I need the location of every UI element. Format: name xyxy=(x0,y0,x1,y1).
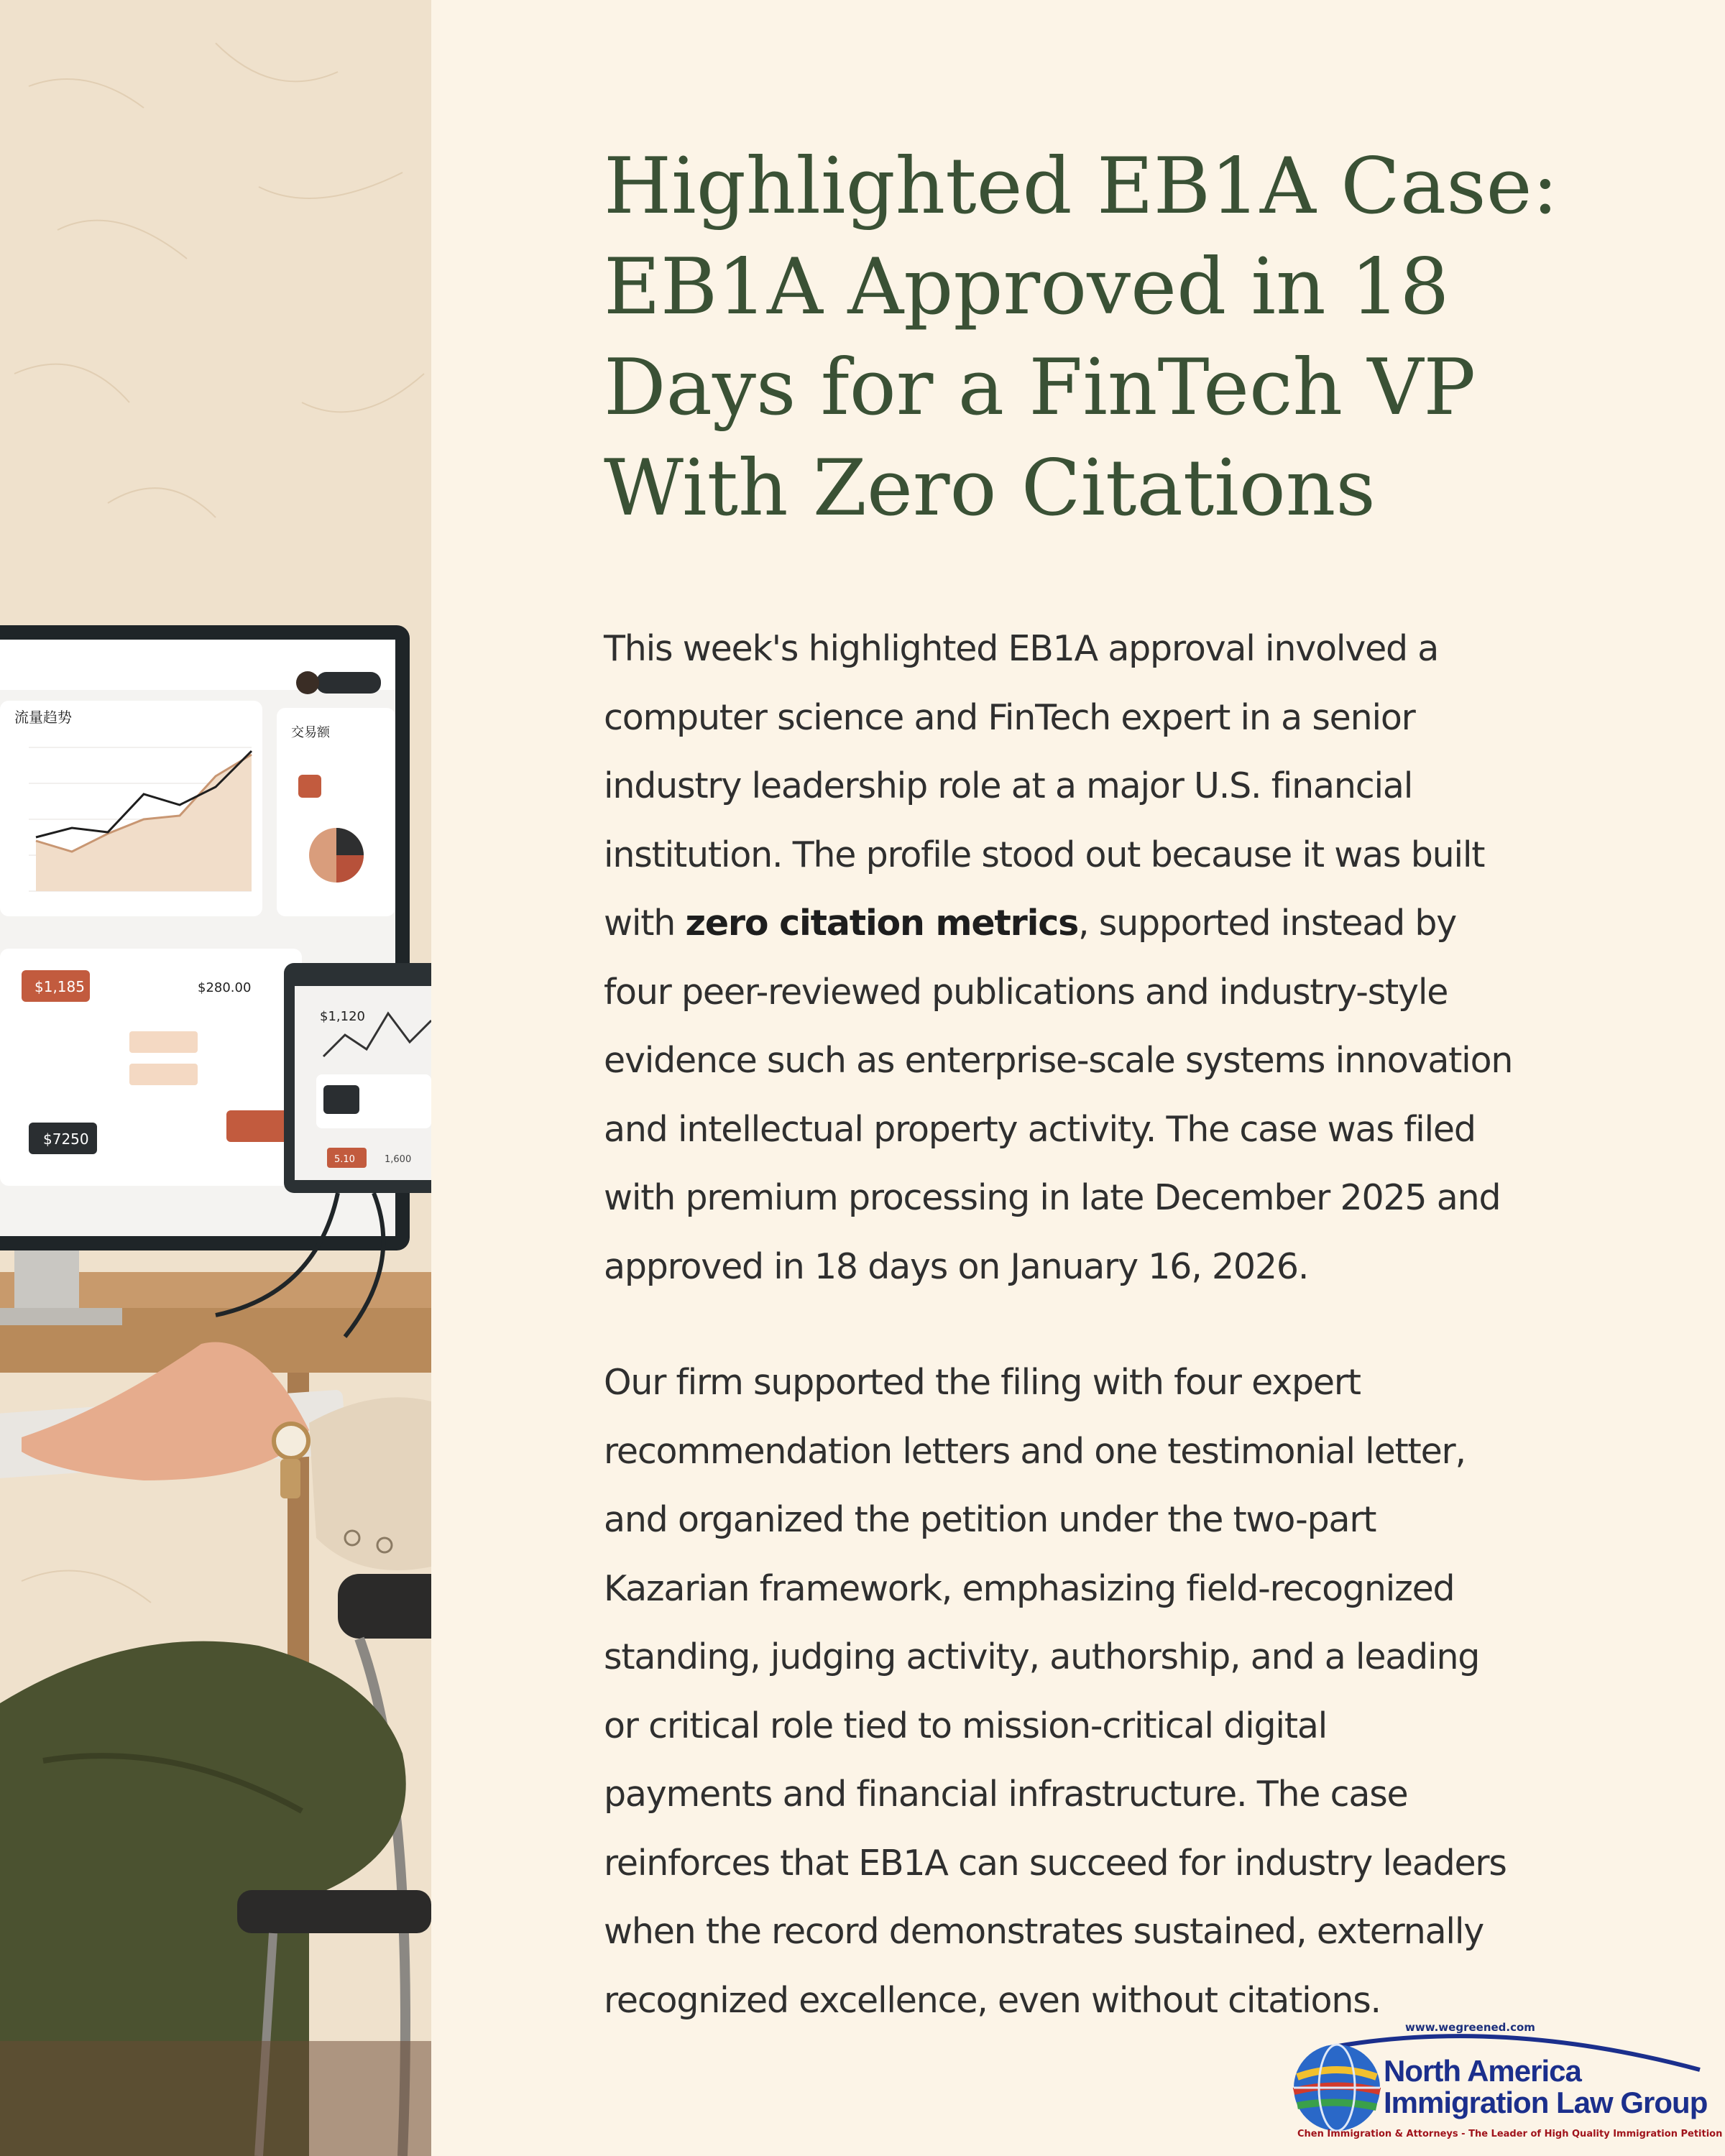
page-title xyxy=(604,137,1581,539)
tablet-icon xyxy=(323,1085,359,1114)
paragraph-line: computer science and FinTech expert in a senior xyxy=(604,696,1415,738)
tablet-button-label-2: 1,600 xyxy=(385,1154,412,1165)
side-card-badge xyxy=(298,775,321,798)
paragraph-line: Kazarian framework, emphasizing field-recognized xyxy=(604,1567,1455,1609)
paragraph-line: recognized excellence, even without citations. xyxy=(604,1979,1381,2021)
watch-icon xyxy=(274,1424,308,1458)
paragraph-line: or critical role tied to mission-critical digital xyxy=(604,1705,1328,1746)
paragraph-line: recommendation letters and one testimonial letter, xyxy=(604,1430,1466,1472)
logo-tagline: Chen Immigration & Attorneys - The Leader of High Quality Immigration Petition xyxy=(1297,2129,1723,2139)
paragraph-2 xyxy=(604,1348,1581,2035)
firm-logo xyxy=(1283,2019,1723,2145)
dashboard-nav-button xyxy=(316,672,381,694)
avatar-icon xyxy=(296,671,319,694)
stat-1: $1,185 xyxy=(34,978,85,995)
article xyxy=(604,137,1581,2035)
logo-name-line-1: North America xyxy=(1384,2054,1581,2088)
paragraph-line: approved in 18 days on January 16, 2026. xyxy=(604,1245,1309,1287)
chart-card-title: 流量趋势 xyxy=(14,709,72,726)
title-line: Highlighted EB1A Case: xyxy=(604,142,1558,231)
text-run: with xyxy=(604,903,686,944)
logo-url: www.wegreened.com xyxy=(1405,2021,1535,2034)
paragraph-line: payments and financial infrastructure. The case xyxy=(604,1774,1408,1815)
logo-name-line-2: Immigration Law Group xyxy=(1384,2086,1708,2119)
floor xyxy=(0,2041,431,2156)
paragraph-line: reinforces that EB1A can succeed for industry leaders xyxy=(604,1842,1506,1884)
paragraph-line: four peer-reviewed publications and industry-style xyxy=(604,971,1448,1013)
chair-seat xyxy=(237,1890,431,1933)
tablet-value: $1,120 xyxy=(320,1009,365,1024)
stat-3: $7250 xyxy=(43,1130,89,1148)
paragraph-line: when the record demonstrates sustained, externally xyxy=(604,1911,1484,1952)
side-card-title: 交易额 xyxy=(291,725,330,740)
paragraph-line xyxy=(604,889,1581,958)
paragraph-line: standing, judging activity, authorship, and a leading xyxy=(604,1636,1480,1677)
watch-band xyxy=(280,1459,300,1498)
paragraph-line: industry leadership role at a major U.S. financial xyxy=(604,765,1413,806)
title-line: With Zero Citations xyxy=(604,443,1376,533)
stat-2: $280.00 xyxy=(198,980,252,995)
paragraph-line: Our firm supported the filing with four expert xyxy=(604,1362,1361,1403)
title-line: EB1A Approved in 18 xyxy=(604,242,1450,332)
chair-back xyxy=(338,1574,431,1639)
paragraph-line: evidence such as enterprise-scale systems innovation xyxy=(604,1040,1513,1081)
tablet-button-label: 5.10 xyxy=(334,1154,355,1165)
table-cell xyxy=(129,1031,198,1053)
table-cell xyxy=(129,1064,198,1085)
paragraph-1 xyxy=(604,614,1581,1301)
title-line: Days for a FinTech VP xyxy=(604,343,1476,433)
paragraph-line: with premium processing in late December 2025 and xyxy=(604,1177,1501,1218)
monitor-stand xyxy=(14,1250,79,1315)
text-run: , supported instead by xyxy=(1078,903,1457,944)
office-illustration xyxy=(0,0,431,2156)
paragraph-line: institution. The profile stood out because it was built xyxy=(604,834,1485,875)
sleeve xyxy=(309,1397,431,1570)
paragraph-line: This week's highlighted EB1A approval involved a xyxy=(604,628,1439,669)
paragraph-line: and intellectual property activity. The case was filed xyxy=(604,1108,1476,1150)
monitor-base xyxy=(0,1308,122,1325)
bold-phrase: zero citation metrics xyxy=(685,903,1079,944)
paragraph-line: and organized the petition under the two-part xyxy=(604,1499,1376,1540)
